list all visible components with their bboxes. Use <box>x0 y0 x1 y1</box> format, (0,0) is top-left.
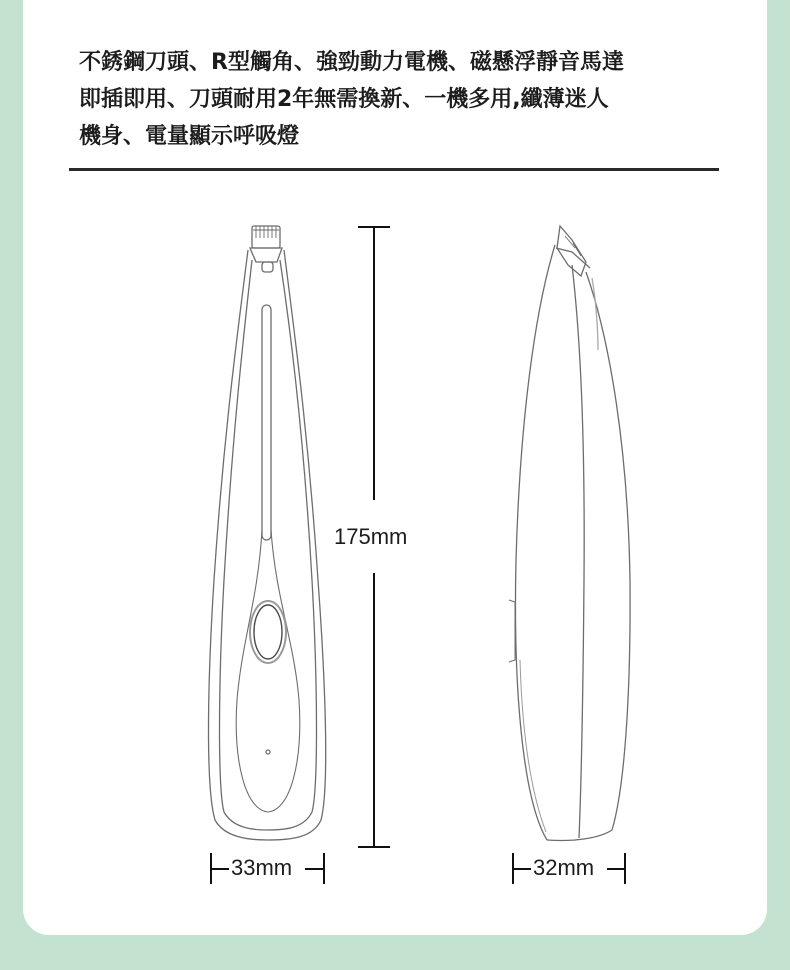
side-width-label: 32mm <box>533 855 595 880</box>
trimmer-front-view <box>209 226 326 840</box>
length-label: 175mm <box>334 524 408 549</box>
front-width-label: 33mm <box>231 855 293 880</box>
description-line-1: 不銹鋼刀頭、R型觸角、強勁動力電機、磁懸浮靜音馬達 <box>79 50 624 75</box>
description-line-3: 機身、電量顯示呼吸燈 <box>79 124 300 149</box>
trimmer-side-view <box>509 226 630 841</box>
description-line-2: 即插即用、刀頭耐用2年無需換新、一機多用,纖薄迷人 <box>79 87 609 112</box>
indicator-light-icon <box>266 750 270 754</box>
